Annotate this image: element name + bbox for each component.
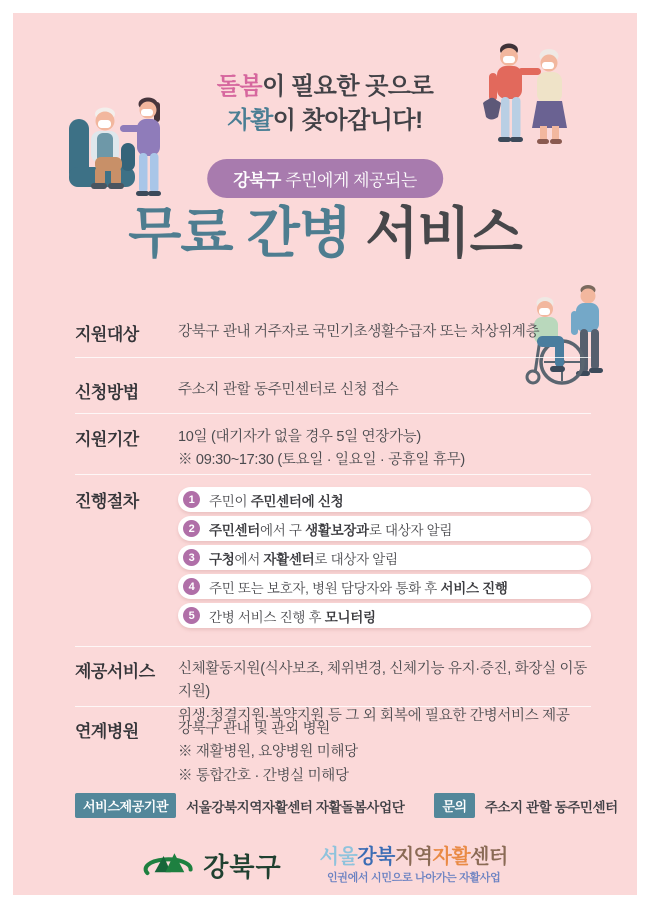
logo-row — [13, 845, 637, 886]
footer-info-row — [75, 793, 618, 818]
section-target — [75, 320, 591, 345]
section-period-label: 지원기간 — [75, 430, 139, 449]
divider — [75, 357, 591, 358]
divider — [75, 706, 591, 707]
section-services-label: 제공서비스 — [75, 662, 155, 681]
divider — [75, 474, 591, 475]
hospitals-line1: 강북구 관내 및 관외 병원 — [178, 721, 330, 737]
step-text: 주민센터에서 구 생활보장과로 대상자 알림 — [209, 522, 453, 538]
section-hospitals-label: 연계병원 — [75, 722, 139, 741]
divider — [75, 646, 591, 647]
section-hospitals — [75, 717, 591, 788]
tagline-line2: 자활이 찾아갑니다! — [227, 106, 423, 134]
gangbuk-logo-text: 강북구 — [203, 851, 282, 882]
process-steps — [178, 487, 591, 628]
jahwal-center-logo-text: 서울강북지역자활센터 — [319, 846, 508, 868]
hospitals-line2: ※ 재활병원, 요양병원 미해당 — [178, 744, 358, 761]
subtitle-badge: 강북구 주민에게 제공되는 — [207, 159, 443, 198]
step-number-badge: 3 — [183, 549, 200, 566]
step-number-badge: 1 — [183, 491, 200, 508]
section-apply — [75, 378, 591, 403]
services-line1: 신체활동지원(식사보조, 체위변경, 신체기능 유지·증진, 화장실 이동지원) — [178, 661, 587, 701]
divider — [75, 413, 591, 414]
contact-badge: 문의 — [434, 793, 474, 818]
step-text: 주민 또는 보호자, 병원 담당자와 통화 후 서비스 진행 — [209, 580, 508, 596]
jahwal-center-slogan: 인권에서 시민으로 나아가는 자활사업 — [326, 872, 501, 884]
jahwal-center-logo — [320, 845, 508, 886]
section-period — [75, 425, 591, 473]
provider-badge: 서비스제공기관 — [75, 793, 176, 818]
tagline — [13, 70, 637, 137]
tagline-keyword-care: 돌봄 — [216, 73, 263, 100]
gangbuk-mountain-icon — [142, 845, 196, 885]
step-number-badge: 4 — [183, 578, 200, 595]
process-step-5 — [178, 603, 591, 628]
title-free-care: 무료 간병 — [128, 202, 352, 264]
contact-text: 주소지 관할 동주민센터 — [484, 799, 618, 815]
step-text: 주민이 주민센터에 신청 — [209, 493, 344, 509]
process-step-4 — [178, 574, 591, 599]
step-number-badge: 5 — [183, 607, 200, 624]
badge-district: 강북구 — [233, 171, 281, 190]
process-step-2 — [178, 516, 591, 541]
services-line2: 위생·청결지원·복약지원 등 그 외 회복에 필요한 간병서비스 제공 — [178, 707, 570, 724]
section-period-content — [178, 425, 465, 473]
tagline-line1: 돌봄이 필요한 곳으로 — [216, 73, 434, 100]
section-process — [75, 487, 591, 628]
process-step-3 — [178, 545, 591, 570]
section-apply-label: 신청방법 — [75, 383, 139, 402]
provider-text: 서울강북지역자활센터 자활돌봄사업단 — [186, 799, 405, 815]
section-target-label: 지원대상 — [75, 325, 139, 344]
gangbuk-gu-logo — [142, 845, 281, 885]
poster-background — [13, 13, 637, 895]
period-line1: 10일 (대기자가 없을 경우 5일 연장가능) — [178, 429, 421, 445]
hospitals-line3: ※ 통합간호 · 간병실 미해당 — [178, 767, 349, 784]
step-text: 간병 서비스 진행 후 모니터링 — [209, 609, 376, 625]
section-target-content: 강북구 관내 거주자로 국민기초생활수급자 또는 차상위계층 — [178, 324, 540, 340]
process-step-1 — [178, 487, 591, 512]
tagline-keyword-jahwal: 자활 — [227, 106, 273, 134]
section-process-label: 진행절차 — [75, 492, 139, 511]
step-number-badge: 2 — [183, 520, 200, 537]
title-service: 서비스 — [351, 202, 522, 264]
page-title — [13, 189, 637, 268]
section-hospitals-content — [178, 717, 358, 788]
period-line2: ※ 09:30~17:30 (토요일 · 일요일 · 공휴일 휴무) — [178, 452, 465, 469]
step-text: 구청에서 자활센터로 대상자 알림 — [209, 551, 398, 567]
section-apply-content: 주소지 관할 동주민센터로 신청 접수 — [178, 382, 399, 398]
